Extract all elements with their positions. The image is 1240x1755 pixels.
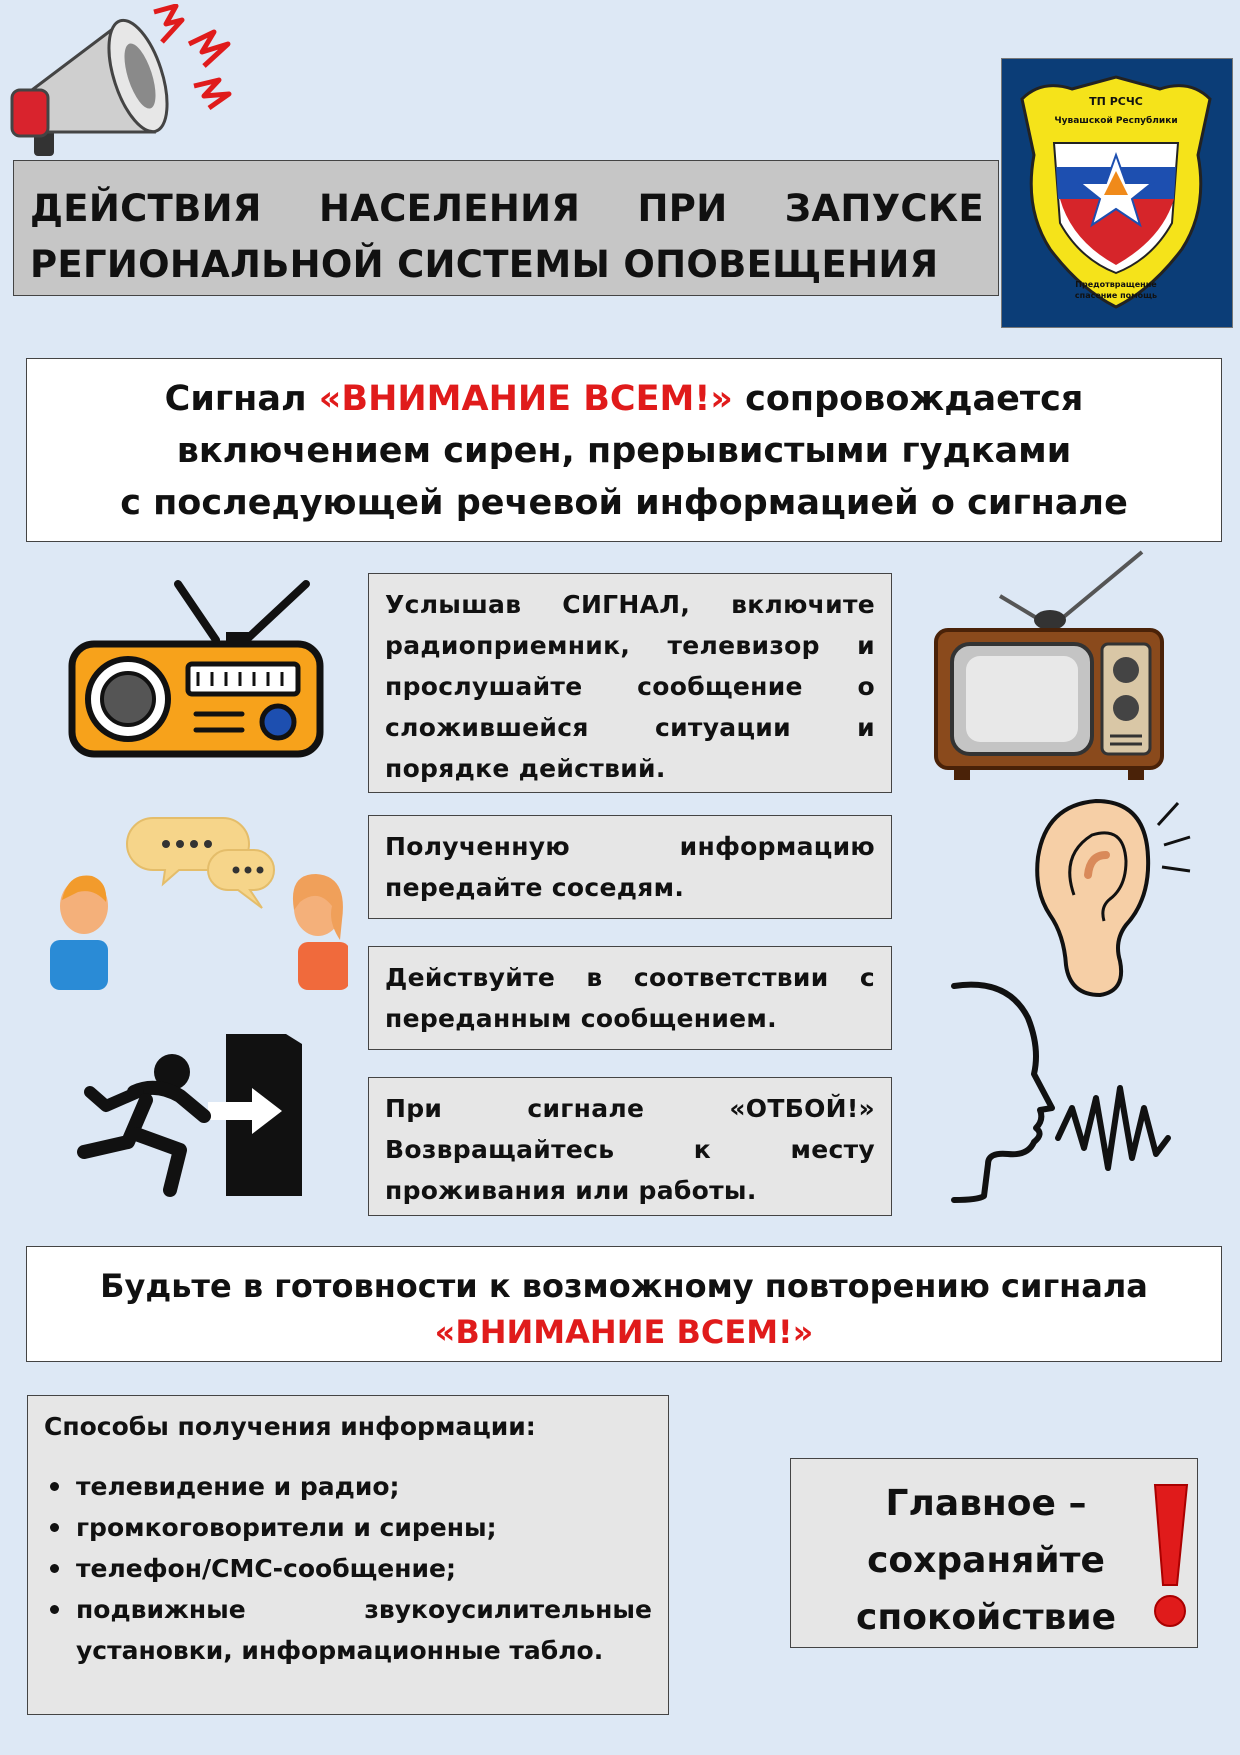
- signal-prefix: Сигнал: [164, 379, 319, 419]
- ready-highlight: «ВНИМАНИЕ ВСЕМ!»: [434, 1313, 814, 1351]
- ready-line1: Будьте в готовности к возможному повторению сигнала: [100, 1267, 1148, 1305]
- title-banner: [13, 160, 999, 296]
- ready-text: [27, 1263, 1221, 1355]
- step-tell-neighbors: Полученную информацию передайте соседям.: [368, 815, 892, 919]
- stay-calm-text: [831, 1475, 1141, 1646]
- list-item: подвижные звукоусилительные установки, информационные табло.: [46, 1589, 652, 1671]
- calm-line3: спокойствие: [856, 1597, 1116, 1638]
- page-title: ДЕЙСТВИЯ НАСЕЛЕНИЯ ПРИ ЗАПУСКЕ РЕГИОНАЛЬНОЙ СИСТЕМЫ ОПОВЕЩЕНИЯ: [30, 187, 984, 286]
- info-ways-title: Способы получения информации:: [44, 1412, 536, 1441]
- ready-box: [26, 1246, 1222, 1362]
- emblem-motto-line2: спасение помощь: [1074, 291, 1158, 300]
- radio-icon: [66, 580, 326, 760]
- calm-line2: сохраняйте: [867, 1540, 1105, 1581]
- speaking-head-icon: [948, 978, 1174, 1208]
- signal-line2: включением сирен, прерывистыми гудками: [176, 431, 1072, 471]
- emblem-motto-line1: Предотвращение: [1075, 280, 1157, 289]
- signal-line3: с последующей речевой информацией о сигнале: [120, 483, 1128, 523]
- emergency-service-emblem: [1001, 58, 1233, 328]
- list-item: телефон/СМС-сообщение;: [46, 1548, 652, 1589]
- ear-icon: [1030, 795, 1200, 1005]
- step-all-clear: При сигнале «ОТБОЙ!» Возвращайтесь к месту проживания или работы.: [368, 1077, 892, 1216]
- exclamation-icon: [1147, 1481, 1191, 1631]
- exit-running-icon: [76, 1030, 310, 1200]
- step-listen: Услышав СИГНАЛ, включите радиоприемник, телевизор и прослушайте сообщение о сложившейся ситуации и порядке действий.: [368, 573, 892, 793]
- stay-calm-box: [790, 1458, 1198, 1648]
- list-item: громкоговорители и сирены;: [46, 1507, 652, 1548]
- emblem-top-text: ТП РСЧС: [1089, 95, 1143, 108]
- signal-highlight: «ВНИМАНИЕ ВСЕМ!»: [318, 379, 733, 419]
- chat-people-icon: [48, 810, 348, 990]
- megaphone-icon: [4, 4, 254, 164]
- emblem-region-text: Чувашской Республики: [1054, 116, 1178, 126]
- signal-suffix: сопровождается: [732, 379, 1084, 419]
- signal-info-box: [26, 358, 1222, 542]
- info-ways-list: [46, 1466, 652, 1671]
- signal-text: [27, 373, 1221, 529]
- info-ways-box: [27, 1395, 669, 1715]
- step-act: Действуйте в соответствии с переданным сообщением.: [368, 946, 892, 1050]
- shield-emblem-icon: [1002, 59, 1230, 325]
- tv-icon: [930, 548, 1170, 784]
- list-item: телевидение и радио;: [46, 1466, 652, 1507]
- calm-line1: Главное –: [885, 1483, 1087, 1524]
